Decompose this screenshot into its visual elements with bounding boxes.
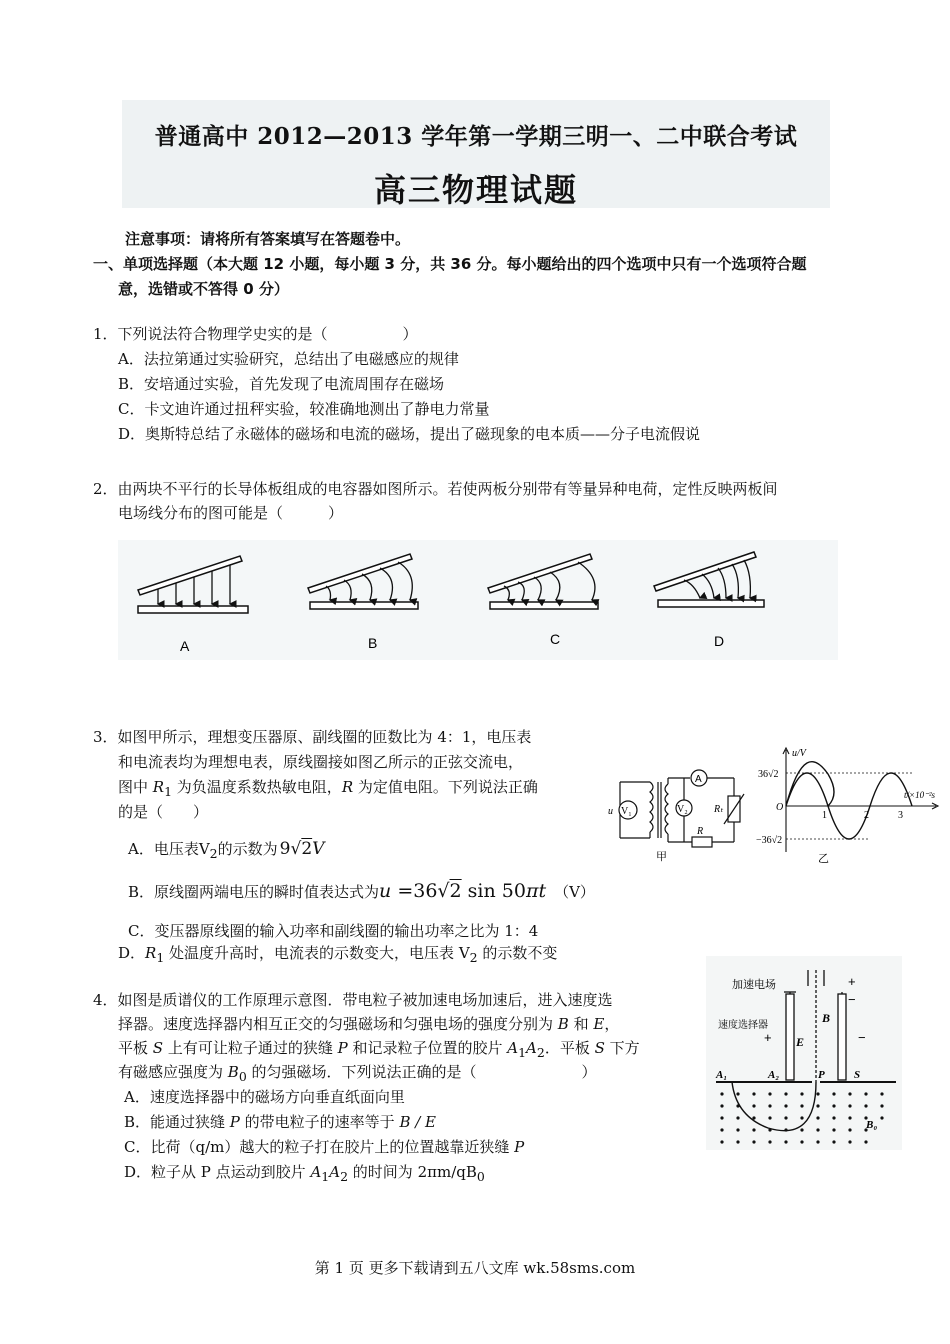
q3-line3: 图中 $R_1$ 为负温度系数热敏电阻，R 为定值电阻。下列说法正确 (118, 778, 538, 799)
label-d: D (714, 633, 725, 649)
svg-text:A₁: A₁ (716, 1069, 728, 1081)
q1-option-a: A．法拉第通过实验研究，总结出了电磁感应的规律 (118, 350, 459, 368)
q1-option-b: B．安培通过实验，首先发现了电流周围存在磁场 (118, 375, 445, 393)
svg-text:速度选择器: 速度选择器 (718, 1020, 768, 1031)
svg-text:−36√2: −36√2 (756, 835, 783, 846)
page-footer: 第 1 页 更多下载请到五八文库 wk.58sms.com (314, 1259, 636, 1277)
svg-text:乙: 乙 (818, 852, 829, 864)
label-a: A (180, 638, 190, 654)
svg-text:−: − (858, 1030, 866, 1045)
svg-text:t/×10⁻²s: t/×10⁻²s (904, 790, 936, 800)
svg-text:+: + (848, 974, 856, 989)
q4-option-d: D．粒子从 P 点运动到胶片 $A_1A_2$ 的时间为 $2\pi m/qB_0$ (124, 1163, 485, 1184)
q3-option-d: D．$R_1$ 处温度升高时，电流表的示数变大，电压表 $V_2$ 的示数不变 (118, 944, 558, 965)
section-heading-line1: 一、单项选择题（本大题 12 小题，每小题 3 分，共 36 分。每小题给出的四个选项中只有一个选项符合题 (93, 255, 807, 273)
svg-text:36√2: 36√2 (758, 769, 779, 780)
svg-text:u/V: u/V (792, 748, 806, 759)
section-heading-line2: 意，选错或不答得 0 分） (118, 280, 289, 298)
q4-option-b: B．能通过狭缝 P 的带电粒子的速率等于 B / E (124, 1113, 436, 1131)
q2-stem-line1: 2．由两块不平行的长导体板组成的电容器如图所示。若使两板分别带有等量异种电荷，定性反映两板间 (93, 480, 778, 498)
q4-line3: 平板 S 上有可让粒子通过的狭缝 P 和记录粒子位置的胶片 $A_1A_2$．平板 S 下方 (118, 1039, 640, 1060)
q4-line2: 择器。速度选择器内相互正交的匀强磁场和匀强电场的强度分别为 B 和 E， (118, 1015, 620, 1033)
q3-line2: 和电流表均为理想电表，原线圈接如图乙所示的正弦交流电， (118, 753, 524, 771)
q1-stem: 1．下列说法符合物理学史实的是（ ） (93, 325, 418, 343)
svg-text:2: 2 (864, 810, 869, 821)
q3-option-b: B．原线圈两端电压的瞬时值表达式为u =36√2 sin 50πt （V） (128, 880, 595, 902)
q2-stem-line2: 电场线分布的图可能是（ ） (118, 504, 344, 522)
svg-text:S: S (854, 1069, 861, 1081)
svg-text:V₁: V₁ (621, 806, 632, 817)
q4-line4: 有磁感应强度为 $B_0$ 的匀强磁场．下列说法正确的是（ ） (118, 1063, 597, 1084)
q4-line1: 4．如图是质谱仪的工作原理示意图．带电粒子被加速电场加速后，进入速度选 (93, 991, 613, 1009)
label-b: B (368, 635, 378, 651)
q4-mass-spectrometer-figure (706, 956, 902, 1150)
q3-sine-figure (756, 744, 946, 864)
svg-text:B: B (822, 1011, 831, 1025)
svg-text:3: 3 (898, 810, 903, 821)
q3-line4: 的是（ ） (118, 803, 209, 821)
q3-circuit-figure (606, 752, 766, 864)
q2-capacitor-figures (118, 540, 838, 660)
svg-text:R: R (697, 826, 704, 837)
q4-option-c: C．比荷（q/m）越大的粒子打在胶片上的位置越靠近狭缝 P (124, 1138, 525, 1156)
q1-option-c: C．卡文迪许通过扭秤实验，较准确地测出了静电力常量 (118, 400, 490, 418)
q3-option-a: A．电压表$V_2$的示数为 9√2V (128, 839, 325, 861)
svg-text:V₂: V₂ (677, 804, 688, 815)
svg-text:A: A (695, 774, 702, 785)
svg-text:P: P (818, 1069, 825, 1081)
exam-subtitle: 高三物理试题 (373, 171, 578, 209)
label-c: C (550, 631, 561, 647)
svg-text:Rₜ: Rₜ (714, 804, 724, 815)
svg-text:u: u (608, 806, 613, 817)
q4-option-a: A．速度选择器中的磁场方向垂直纸面向里 (124, 1088, 405, 1106)
svg-text:加速电场: 加速电场 (732, 978, 776, 991)
q1-option-d: D．奥斯特总结了永磁体的磁场和电流的磁场，提出了磁现象的电本质——分子电流假说 (118, 425, 701, 443)
svg-text:B₀: B₀ (866, 1119, 878, 1131)
svg-text:O: O (776, 802, 784, 813)
svg-text:+: + (764, 1030, 772, 1045)
notice: 注意事项：请将所有答案填写在答题卷中。 (125, 230, 411, 248)
q3-option-c: C．变压器原线圈的输入功率和副线圈的输出功率之比为 1：4 (128, 922, 539, 940)
svg-text:1: 1 (822, 810, 827, 821)
svg-text:甲: 甲 (656, 850, 667, 863)
svg-text:E: E (796, 1035, 805, 1049)
svg-text:−: − (848, 992, 856, 1007)
q3-line1: 3．如图甲所示，理想变压器原、副线圈的匝数比为 4：1，电压表 (93, 728, 532, 746)
exam-title: 普通高中 2012—2013 学年第一学期三明一、二中联合考试 (154, 123, 798, 150)
svg-text:A₂: A₂ (768, 1069, 780, 1081)
